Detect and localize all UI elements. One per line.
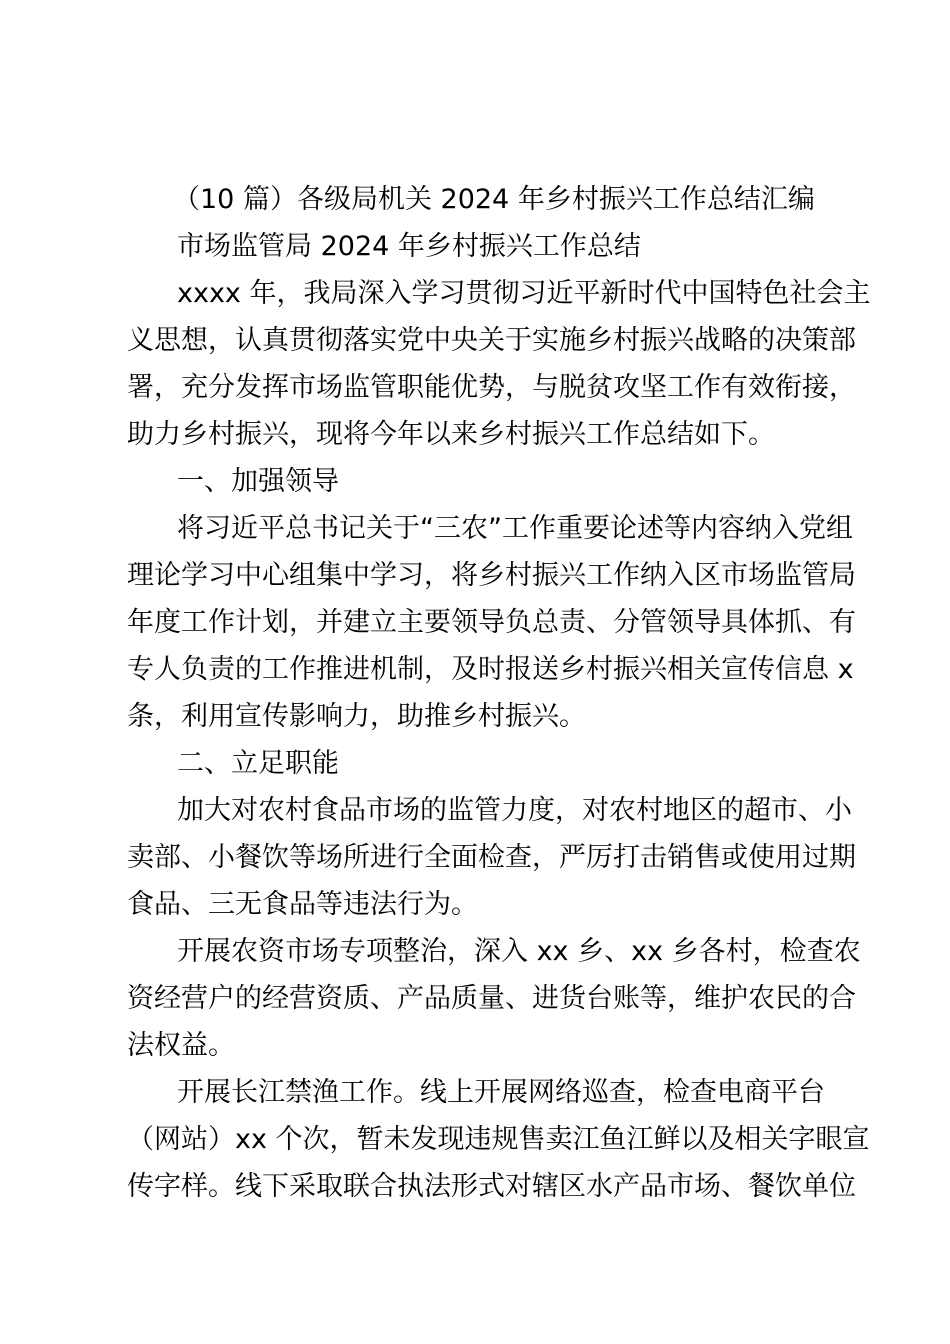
section2-paragraph-2 — [127, 928, 861, 1069]
paragraph-line: 义思想，认真贯彻落实党中央关于实施乡村振兴战略的决策部 — [127, 325, 856, 356]
section1-paragraph — [127, 505, 856, 740]
document-subtitle: 市场监管局 2024 年乡村振兴工作总结 — [177, 231, 641, 262]
section-heading: 二、立足职能 — [177, 748, 339, 779]
section-heading: 一、加强领导 — [177, 466, 339, 497]
paragraph-line: 条，利用宣传影响力，助推乡村振兴。 — [127, 701, 586, 732]
paragraph-line: 将习近平总书记关于“三农”工作重要论述等内容纳入党组 — [177, 513, 853, 544]
section2-paragraph-3 — [127, 1069, 870, 1210]
document-title: （10 篇）各级局机关 2024 年乡村振兴工作总结汇编 — [173, 184, 815, 215]
paragraph-line: 开展长江禁渔工作。线上开展网络巡查，检查电商平台 — [177, 1077, 825, 1108]
paragraph-line: 法权益。 — [127, 1030, 235, 1061]
paragraph-line: 资经营户的经营资质、产品质量、进货台账等，维护农民的合 — [127, 983, 856, 1014]
paragraph-line: 理论学习中心组集中学习，将乡村振兴工作纳入区市场监管局 — [127, 560, 856, 591]
paragraph-line: 助力乡村振兴，现将今年以来乡村振兴工作总结如下。 — [127, 419, 775, 450]
paragraph-line: xxxx 年，我局深入学习贯彻习近平新时代中国特色社会主 — [177, 278, 871, 309]
intro-paragraph — [127, 270, 871, 458]
paragraph-line: 署，充分发挥市场监管职能优势，与脱贫攻坚工作有效衔接， — [127, 372, 856, 403]
paragraph-line: （网站）xx 个次，暂未发现违规售卖江鱼江鲜以及相关字眼宣 — [127, 1124, 870, 1155]
paragraph-line: 卖部、小餐饮等场所进行全面检查，严厉打击销售或使用过期 — [127, 842, 856, 873]
document-body — [127, 176, 871, 1210]
section2-paragraph-1 — [127, 787, 856, 928]
paragraph-line: 开展农资市场专项整治，深入 xx 乡、xx 乡各村，检查农 — [177, 936, 861, 967]
paragraph-line: 传字样。线下采取联合执法形式对辖区水产品市场、餐饮单位 — [127, 1171, 856, 1202]
paragraph-line: 年度工作计划，并建立主要领导负总责、分管领导具体抓、有 — [127, 607, 856, 638]
paragraph-line: 专人负责的工作推进机制，及时报送乡村振兴相关宣传信息 x — [127, 654, 854, 685]
paragraph-line: 食品、三无食品等违法行为。 — [127, 889, 478, 920]
paragraph-line: 加大对农村食品市场的监管力度，对农村地区的超市、小 — [177, 795, 852, 826]
